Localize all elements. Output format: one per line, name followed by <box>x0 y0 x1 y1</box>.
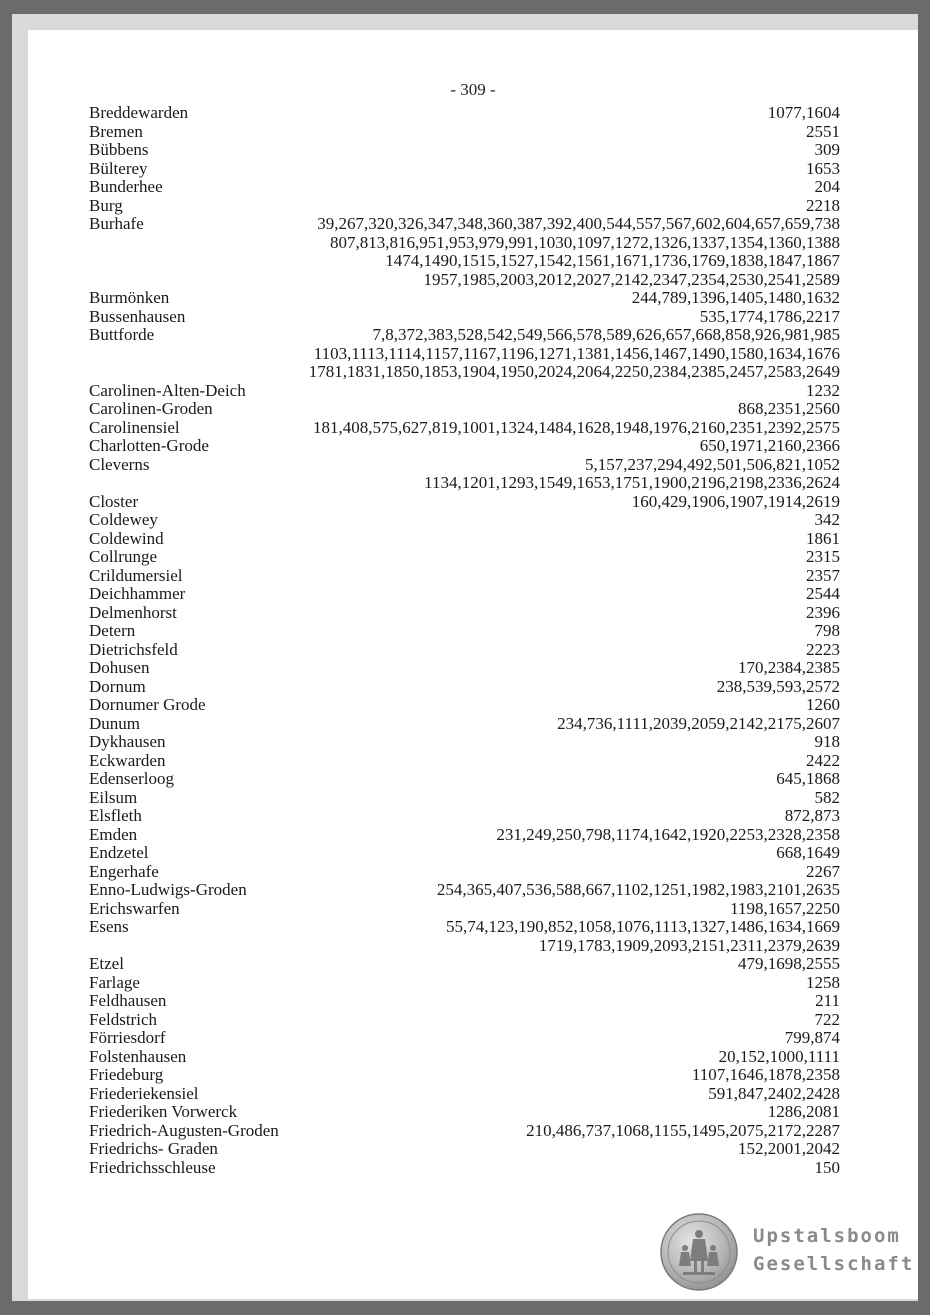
reference-line: 2422 <box>806 750 840 770</box>
reference-numbers <box>148 715 840 734</box>
reference-numbers <box>255 881 840 900</box>
reference-line: 244,789,1396,1405,1480,1632 <box>631 288 840 307</box>
reference-numbers <box>143 622 840 641</box>
reference-line: 160,429,1906,1907,1914,2619 <box>631 491 840 511</box>
reference-numbers <box>154 678 840 697</box>
place-name: Feldhausen <box>89 991 167 1010</box>
reference-numbers <box>194 1048 840 1067</box>
reference-numbers <box>166 511 840 530</box>
reference-line: 807,813,816,951,953,979,991,1030,1097,1272,1326,1337,1354,1360,1388 <box>330 232 840 252</box>
place-name: Bunderhee <box>89 177 163 196</box>
reference-line: 231,249,250,798,1174,1642,1920,2253,2328,2358 <box>496 824 840 844</box>
index-entry <box>89 1085 840 1104</box>
reference-numbers <box>173 752 840 771</box>
place-name: Burg <box>89 195 123 215</box>
reference-line: 5,157,237,294,492,501,506,821,1052 <box>585 454 840 474</box>
index-entry <box>89 1048 840 1067</box>
index-entry <box>89 641 840 660</box>
reference-line: 1957,1985,2003,2012,2027,2142,2347,2354,2530,2541,2589 <box>423 269 840 289</box>
index-entry <box>89 1122 840 1141</box>
place-name: Burmönken <box>89 288 170 307</box>
reference-numbers <box>188 900 840 919</box>
place-name: Delmenhorst <box>89 602 177 622</box>
reference-numbers <box>254 382 840 401</box>
index-entry <box>89 826 840 845</box>
index-entry <box>89 1103 840 1122</box>
place-name: Esens <box>89 917 129 936</box>
reference-numbers <box>196 104 840 123</box>
index-entry <box>89 1029 840 1048</box>
reference-numbers <box>173 733 840 752</box>
place-name: Dietrichsfeld <box>89 639 178 659</box>
reference-numbers <box>193 308 840 327</box>
index-entry <box>89 918 840 955</box>
reference-line: 55,74,123,190,852,1058,1076,1113,1327,1486,1634,1669 <box>446 917 840 936</box>
reference-line: 1653 <box>806 158 840 178</box>
index-entry <box>89 622 840 641</box>
place-name: Detern <box>89 621 136 640</box>
reference-line: 2267 <box>806 861 840 881</box>
place-name: Collrunge <box>89 547 157 566</box>
place-name: Eilsum <box>89 787 138 807</box>
index-entry <box>89 160 840 179</box>
reference-line: 234,736,1111,2039,2059,2142,2175,2607 <box>557 713 840 733</box>
reference-line: 309 <box>814 140 840 159</box>
reference-numbers <box>151 123 840 142</box>
reference-line: 150 <box>814 1157 840 1177</box>
reference-numbers <box>226 1140 840 1159</box>
reference-numbers <box>152 215 840 289</box>
index-entry <box>89 696 840 715</box>
place-name: Feldstrich <box>89 1009 157 1029</box>
reference-numbers <box>148 974 840 993</box>
reference-numbers <box>214 696 840 715</box>
reference-numbers <box>132 955 840 974</box>
reference-line: 872,873 <box>784 806 840 825</box>
reference-line: 2544 <box>806 584 840 603</box>
place-name: Cleverns <box>89 454 150 474</box>
place-name: Friederiekensiel <box>89 1083 199 1103</box>
index-entry <box>89 400 840 419</box>
place-name: Folstenhausen <box>89 1046 187 1066</box>
index-entry <box>89 844 840 863</box>
reference-line: 798 <box>814 621 840 640</box>
index-entry <box>89 456 840 493</box>
index-entry <box>89 1159 840 1178</box>
reference-line: 645,1868 <box>776 769 840 788</box>
reference-numbers <box>224 1159 840 1178</box>
place-name: Friedrich-Augusten-Groden <box>89 1120 279 1140</box>
reference-numbers <box>193 585 840 604</box>
reference-line: 1107,1646,1878,2358 <box>691 1065 840 1084</box>
index-entry <box>89 382 840 401</box>
place-name: Carolinen-Groden <box>89 399 213 418</box>
place-name: Eckwarden <box>89 750 166 770</box>
reference-line: 1232 <box>806 380 840 400</box>
index-entry <box>89 548 840 567</box>
place-name: Bübbens <box>89 140 149 159</box>
reference-line: 591,847,2402,2428 <box>708 1083 840 1103</box>
index-entry <box>89 974 840 993</box>
society-logo <box>659 1212 915 1292</box>
place-name: Endzetel <box>89 843 149 862</box>
place-name: Engerhafe <box>89 861 159 881</box>
reference-numbers <box>145 826 840 845</box>
reference-numbers <box>245 1103 840 1122</box>
reference-numbers <box>188 419 840 438</box>
reference-numbers <box>173 1029 840 1048</box>
reference-numbers <box>156 160 840 179</box>
place-name: Carolinen-Alten-Deich <box>89 380 246 400</box>
index-entry <box>89 604 840 623</box>
place-name: Farlage <box>89 972 140 992</box>
place-name: Edenserloog <box>89 769 174 788</box>
index-entry <box>89 881 840 900</box>
reference-line: 254,365,407,536,588,667,1102,1251,1982,1983,2101,2635 <box>436 880 840 899</box>
reference-numbers <box>171 1066 840 1085</box>
place-name: Dornumer Grode <box>89 695 206 714</box>
reference-numbers <box>190 567 840 586</box>
reference-line: 535,1774,1786,2217 <box>699 306 840 326</box>
reference-line: 668,1649 <box>776 843 840 862</box>
index-entry <box>89 289 840 308</box>
place-name: Crildumersiel <box>89 565 183 585</box>
index-entry <box>89 752 840 771</box>
reference-numbers <box>165 1011 840 1030</box>
index-entry <box>89 715 840 734</box>
reference-line: 1260 <box>806 695 840 714</box>
reference-numbers <box>221 400 840 419</box>
reference-line: 650,1971,2160,2366 <box>699 436 840 455</box>
index-entry <box>89 1140 840 1159</box>
reference-line: 7,8,372,383,528,542,549,566,578,589,626,657,668,858,926,981,985 <box>372 325 840 344</box>
index-entry <box>89 197 840 216</box>
reference-numbers <box>157 141 841 160</box>
reference-numbers <box>145 789 840 808</box>
place-name: Carolinensiel <box>89 417 180 437</box>
reference-numbers <box>186 641 840 660</box>
reference-line: 1719,1783,1909,2093,2151,2311,2379,2639 <box>538 935 840 955</box>
reference-numbers <box>174 992 840 1011</box>
reference-line: 2218 <box>806 195 840 215</box>
index-entry <box>89 178 840 197</box>
reference-line: 181,408,575,627,819,1001,1324,1484,1628,1948,1976,2160,2351,2392,2575 <box>313 417 840 437</box>
reference-line: 1861 <box>806 528 840 548</box>
reference-line: 2357 <box>806 565 840 585</box>
index-entry <box>89 419 840 438</box>
reference-numbers <box>157 659 840 678</box>
index-entry <box>89 104 840 123</box>
reference-numbers <box>150 807 840 826</box>
reference-numbers <box>162 326 840 382</box>
reference-line: 210,486,737,1068,1155,1495,2075,2172,2287 <box>526 1120 840 1140</box>
index-entry <box>89 659 840 678</box>
reference-line: 479,1698,2555 <box>738 954 840 973</box>
reference-line: 211 <box>815 991 840 1010</box>
reference-line: 2223 <box>806 639 840 659</box>
index-entry <box>89 530 840 549</box>
place-name: Breddewarden <box>89 103 189 122</box>
reference-numbers <box>182 770 840 789</box>
index-entry <box>89 992 840 1011</box>
index-entry <box>89 955 840 974</box>
reference-numbers <box>157 456 840 493</box>
reference-line: 2396 <box>806 602 840 622</box>
index-entry <box>89 807 840 826</box>
reference-numbers <box>146 493 840 512</box>
reference-line: 1198,1657,2250 <box>730 898 840 918</box>
reference-line: 868,2351,2560 <box>738 399 840 418</box>
place-name: Friedeburg <box>89 1065 164 1084</box>
place-name: Charlotten-Grode <box>89 436 209 455</box>
place-name: Friederiken Vorwerck <box>89 1102 238 1121</box>
reference-line: 1134,1201,1293,1549,1653,1751,1900,2196,2198,2336,2624 <box>424 473 840 492</box>
reference-line: 342 <box>814 510 840 529</box>
place-name: Dornum <box>89 676 146 696</box>
index-entry <box>89 437 840 456</box>
index-entry <box>89 770 840 789</box>
index-entry <box>89 733 840 752</box>
index-entry <box>89 326 840 382</box>
reference-numbers <box>165 548 840 567</box>
reference-numbers <box>172 530 840 549</box>
place-name: Etzel <box>89 954 124 973</box>
seal-icon <box>659 1212 739 1292</box>
index-entry <box>89 567 840 586</box>
reference-numbers <box>137 918 840 955</box>
society-name-line1: Upstalsboom <box>753 1225 901 1247</box>
reference-line: 204 <box>814 177 840 196</box>
reference-line: 1781,1831,1850,1853,1904,1950,2024,2064,2250,2384,2385,2457,2583,2649 <box>308 362 840 381</box>
reference-line: 2315 <box>806 547 840 566</box>
place-name: Burhafe <box>89 214 144 233</box>
index-entry <box>89 308 840 327</box>
place-name: Bülterey <box>89 158 148 178</box>
place-name: Bremen <box>89 121 143 141</box>
place-name: Dunum <box>89 713 140 733</box>
reference-line: 918 <box>814 732 840 751</box>
reference-line: 238,539,593,2572 <box>716 676 840 696</box>
index-entry <box>89 789 840 808</box>
place-name: Erichswarfen <box>89 898 180 918</box>
place-name: Friedrichs- Graden <box>89 1139 218 1158</box>
reference-line: 1474,1490,1515,1527,1542,1561,1671,1736,1769,1838,1847,1867 <box>385 251 840 270</box>
place-name: Friedrichsschleuse <box>89 1157 216 1177</box>
place-name: Dohusen <box>89 658 150 677</box>
index-entry <box>89 900 840 919</box>
reference-numbers <box>207 1085 840 1104</box>
reference-numbers <box>217 437 840 456</box>
reference-numbers <box>131 197 840 216</box>
place-index <box>89 104 840 1177</box>
index-entry <box>89 585 840 604</box>
reference-line: 799,874 <box>784 1028 840 1047</box>
place-name: Förriesdorf <box>89 1028 166 1047</box>
index-entry <box>89 123 840 142</box>
index-entry <box>89 215 840 289</box>
reference-line: 1077,1604 <box>767 103 840 122</box>
index-entry <box>89 1011 840 1030</box>
index-entry <box>89 863 840 882</box>
reference-numbers <box>287 1122 840 1141</box>
index-entry <box>89 493 840 512</box>
reference-line: 722 <box>814 1009 840 1029</box>
reference-numbers <box>167 863 840 882</box>
place-name: Enno-Ludwigs-Groden <box>89 880 247 899</box>
reference-line: 1258 <box>806 972 840 992</box>
place-name: Coldewey <box>89 510 158 529</box>
page-number: - 309 - <box>450 80 496 99</box>
place-name: Buttforde <box>89 325 155 344</box>
place-name: Deichhammer <box>89 584 186 603</box>
place-name: Elsfleth <box>89 806 142 825</box>
reference-line: 582 <box>814 787 840 807</box>
reference-line: 152,2001,2042 <box>738 1139 840 1158</box>
index-entry <box>89 141 840 160</box>
index-entry <box>89 1066 840 1085</box>
society-name <box>753 1222 914 1278</box>
reference-numbers <box>156 844 840 863</box>
reference-line: 39,267,320,326,347,348,360,387,392,400,544,557,567,602,604,657,659,738 <box>317 214 840 233</box>
place-name: Dykhausen <box>89 732 166 751</box>
reference-line: 20,152,1000,1111 <box>718 1046 840 1066</box>
reference-line: 170,2384,2385 <box>738 658 840 677</box>
reference-numbers <box>177 289 840 308</box>
place-name: Closter <box>89 491 139 511</box>
place-name: Coldewind <box>89 528 164 548</box>
place-name: Bussenhausen <box>89 306 186 326</box>
index-entry <box>89 511 840 530</box>
reference-line: 1286,2081 <box>767 1102 840 1121</box>
index-entry <box>89 678 840 697</box>
reference-numbers <box>185 604 840 623</box>
society-name-line2: Gesellschaft <box>753 1253 915 1275</box>
reference-line: 2551 <box>806 121 840 141</box>
place-name: Emden <box>89 824 138 844</box>
reference-line: 1103,1113,1114,1157,1167,1196,1271,1381,1456,1467,1490,1580,1634,1676 <box>313 343 840 363</box>
reference-numbers <box>171 178 840 197</box>
